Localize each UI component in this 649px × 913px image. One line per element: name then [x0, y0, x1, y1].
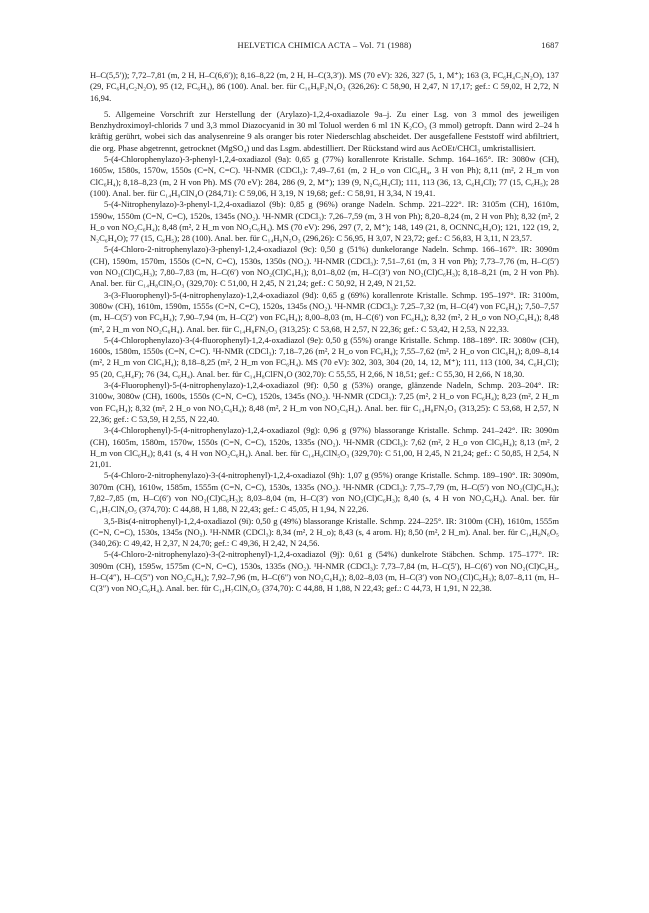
- paragraph-compound-9f: 3-(4-Fluorophenyl)-5-(4-nitrophenylazo)-1,2,4-oxadiazol (9f): 0,50 g (53%) orange, glänzende Nadeln, Schmp. 203–204°. IR: 3100w, 3080w (CH), 1600s, 1550s (C=N, C=C), 1520s, 1345s (NO₂). ¹H-NMR (CDCl₃): 7,25 (m², 2 H_o von FC₆H₄); 8,23 (m², 2 H_m von FC₆H₄); 8,32 (m², 2 H_o von NO₂C₆H₄); 8,48 (m², 2 H_m von NO₂C₆H₄). Anal. ber. für C₁₄H₈FN₅O₃ (313,25): C 53,68, H 2,57, N 22,36; gef.: C 53,59, H 2,55, N 22,40.: [90, 380, 559, 424]
- page-number: 1687: [541, 40, 559, 50]
- paragraph-compound-9b: 5-(4-Nitrophenylazo)-3-phenyl-1,2,4-oxadiazol (9b): 0,85 g (96%) orange Nadeln. Schmp. 221–222°. IR: 3105m (CH), 1610m, 1590w, 1550m (C=N, C=C), 1520s, 1345s (NO₂). ¹H-NMR (CDCl₃): 7,26–7,59 (m, 3 H von Ph); 8,20–8,24 (m, 2 H von Ph); 8,32 (m², 2 H_o von NO₂C₆H₄); 8,48 (m², 2 H_m von NO₂C₆H₄). MS (70 eV): 296, 297 (7, 2, M⁺); 148, 149 (21, 8, OCNNC₆H₄O); 121, 122 (19, 2, N₂C₆H₄O); 77 (15, C₆H₅); 28 (100). Anal. ber. für C₁₄H₉N₅O₃ (296,26): C 56,95, H 3,07, N 23,72; gef.: C 56,83, H 3,11, N 23,57.: [90, 199, 559, 244]
- paragraph-compound-9e: 5-(4-Chlorophenylazo)-3-(4-fluorophenyl)-1,2,4-oxadiazol (9e): 0,50 g (55%) orange Kristalle. Schmp. 188–189°. IR: 3080w (CH), 1600s, 1580m, 1550s (C=N, C=C). ¹H-NMR (CDCl₃): 7,18–7,26 (m², 2 H_o von FC₆H₄); 7,55–7,62 (m², 2 H_o von ClC₆H₄); 8,09–8,14 (m², 2 H_m von ClC₆H₄); 8,18–8,25 (m², 2 H_m von FC₆H₄). MS (70 eV): 302, 303, 304 (20, 14, 12, M⁺); 111, 113 (100, 34, C₆H₄Cl); 95 (20, C₆H₄F); 76 (34, C₆H₄). Anal. ber. für C₁₄H₈ClFN₄O (302,70): C 55,55, H 2,66, N 18,51; gef.: C 55,30, H 2,66, N 18,30.: [90, 334, 559, 379]
- paragraph-compound-9j: 5-(4-Chloro-2-nitrophenylazo)-3-(2-nitrophenyl)-1,2,4-oxadiazol (9j): 0,61 g (54%) dunkelrote Stäbchen. Schmp. 175–177°. IR: 3090m (CH), 1595w, 1575m (C=N, C=C), 1530s, 1335s (NO₂). ¹H-NMR (CDCl₃): 7,73–7,84 (m, H–C(5′), H–C(6′) von NO₂(Cl)C₆H₃, H–C(4″), H–C(5″) von NO₂C₆H₄); 7,92–7,96 (m, H–C(6″) von NO₂C₆H₄); 8,02–8,03 (m, H–C(3′) von NO₂(Cl)C₆H₃); 8,07–8,11 (m, H–C(3″) von NO₂C₆H₄). Anal. ber. für C₁₄H₇ClN₆O₅ (374,70): C 44,88, H 1,88, N 22,43; gef.: C 44,73, H 1,91, N 22,38.: [90, 549, 559, 594]
- body-text: [90, 70, 559, 595]
- running-header: [90, 40, 559, 56]
- paragraph-compound-9c: 5-(4-Chloro-2-nitrophenylazo)-3-phenyl-1,2,4-oxadiazol (9c): 0,50 g (51%) dunkelorange Nadeln. Schmp. 166–167°. IR: 3090m (CH), 1590m, 1570m, 1550s (C=N, C=C), 1530s, 1350s (NO₂). ¹H-NMR (CDCl₃): 7,51–7,61 (m, 3 H von Ph); 7,73–7,76 (m, H–C(5′) von NO₂(Cl)C₆H₃); 7,80–7,83 (m, H–C(6′) von NO₂(Cl)C₆H₃); 8,01–8,02 (m, H–C(3′) von NO₂(Cl)C₆H₃); 8,18–8,21 (m, 2 H von Ph). Anal. ber. für C₁₄H₈ClN₅O₃ (329,70): C 51,00, H 2,45, N 21,24; gef.: C 50,92, H 2,49, N 21,52.: [90, 244, 559, 289]
- paragraph-compound-9d: 3-(3-Fluorophenyl)-5-(4-nitrophenylazo)-1,2,4-oxadiazol (9d): 0,65 g (69%) korallenrote Kristalle. Schmp. 195–197°. IR: 3100m, 3080w (CH), 1610m, 1590m, 1555s (C=N, C=C), 1520s, 1345s (NO₂). ¹H-NMR (CDCl₃): 7,25–7,32 (m, H–C(4′) von FC₆H₄); 7,50–7,57 (m, H–C(5′) von FC₆H₄); 7,90–7,94 (m, H–C(2′) von FC₆H₄); 8,00–8,03 (m, H–C(6′) von FC₆H₄); 8,32 (m², 2 H_o von NO₂C₆H₄); 8,48 (m², 2 H_m von NO₂C₆H₄). Anal. ber. für C₁₄H₈FN₅O₃ (313,25): C 53,68, H 2,57, N 22,36; gef.: C 53,42, H 2,53, N 22,33.: [90, 289, 559, 334]
- paragraph-continued-text: H–C(5,5′)); 7,72–7,81 (m, 2 H, H–C(6,6′)); 8,16–8,22 (m, 2 H, H–C(3,3′)). MS (70 eV): 326, 327 (5, 1, M⁺); 163 (3, FC₆H₄C₂N₂O), 137 (29, FC₆H₄C₂N₂O), 95 (12, FC₆H₄), 86 (100). Anal. ber. für C₁₆H₈F₂N₄O₂ (326,26): C 58,90, H 2,47, N 17,17; gef.: C 59,02, H 2,72, N 16,94.: [90, 70, 559, 103]
- paragraph-section-5: 5. Allgemeine Vorschrift zur Herstellung der (Arylazo)-1,2,4-oxadiazole 9a–j. Zu einer Lsg. von 3 mmol des jeweiligen Benzhydroximoyl-chlorids 7 und 3,3 mmol Diazocyanid in 30 ml Toluol werden 6 ml 1N K₂CO₃ (3 mmol) getropft. Dann wird 2–24 h kräftig gerührt, wobei sich das analysenreine 9 als oranger bis roter Niederschlag abscheidet. Der ausgefallene Feststoff wird abfiltriert, die org. Phase abgetrennt, getrocknet (MgSO₄) und das Lsgm. abdestilliert. Der Rückstand wird aus AcOEt/CHCl₃ umkristallisiert.: [90, 108, 559, 153]
- paragraph-compound-9a: 5-(4-Chlorophenylazo)-3-phenyl-1,2,4-oxadiazol (9a): 0,65 g (77%) korallenrote Kristalle. Schmp. 164–165°. IR: 3080w (CH), 1605w, 1580s, 1570w, 1550s (C=N, C=C). ¹H-NMR (CDCl₃): 7,49–7,61 (m, 2 H_o von ClC₆H₄, 3 H von Ph); 8,11 (m², 2 H_m von ClC₆H₄); 8,18–8,23 (m, 2 H von Ph). MS (70 eV): 284, 286 (9, 2, M⁺); 139 (9, N₂C₆H₄Cl); 111, 113 (36, 13, C₆H₄Cl); 77 (15, C₆H₅); 28 (100). Anal. ber. für C₁₄H₉ClN₄O (284,71): C 59,06, H 3,19, N 19,68; gef.: C 58,91, H 3,34, N 19,41.: [90, 154, 559, 198]
- paragraph-compound-9i: 3,5-Bis(4-nitrophenyl)-1,2,4-oxadiazol (9i): 0,50 g (49%) blassorange Kristalle. Schmp. 224–225°. IR: 3100m (CH), 1610m, 1555m (C=N, C=C), 1530s, 1345s (NO₂). ¹H-NMR (CDCl₃): 8,34 (m², 2 H_o); 8,43 (s, 4 arom. H); 8,50 (m², 2 H_m). Anal. ber. für C₁₄H₈N₆O₅ (340,26): C 49,42, H 2,37, N 24,70; gef.: C 49,36, H 2,42, N 24,56.: [90, 515, 559, 549]
- paragraph-compound-9h: 5-(4-Chloro-2-nitrophenylazo)-3-(4-nitrophenyl)-1,2,4-oxadiazol (9h): 1,07 g (95%) orange Kristalle. Schmp. 189–190°. IR: 3090m, 3070m (CH), 1610w, 1585m, 1555m (C=N, C=C), 1530s, 1335s (NO₂). ¹H-NMR (CDCl₃): 7,75–7,79 (m, H–C(5′) von NO₂(Cl)C₆H₃); 7,82–7,85 (m, H–C(6′) von NO₂(Cl)C₆H₃); 8,03–8,04 (m, H–C(3′) von NO₂(Cl)C₆H₃); 8,40 (s, 4 H von NO₂C₆H₄). Anal. ber. für C₁₄H₇ClN₆O₅ (374,70): C 44,88, H 1,88, N 22,43; gef.: C 45,05, H 1,94, N 22,26.: [90, 470, 559, 515]
- paragraph-compound-9g: 3-(4-Chlorophenyl)-5-(4-nitrophenylazo)-1,2,4-oxadiazol (9g): 0,96 g (97%) blassorange Kristalle. Schmp. 241–242°. IR: 3090m (CH), 1605m, 1580m, 1570w, 1550s (C=N, C=C), 1520s, 1335s (NO₂). ¹H-NMR (CDCl₃): 7,62 (m², 2 H_o von ClC₆H₄); 8,13 (m², 2 H_m von ClC₆H₄); 8,41 (s, 4 H von NO₂C₆H₄). Anal. ber. für C₁₄H₈ClN₅O₃ (329,70): C 51,00, H 2,45, N 21,24; gef.: C 50,85, H 2,54, N 21,01.: [90, 425, 559, 470]
- journal-title: HELVETICA CHIMICA ACTA – Vol. 71 (1988): [237, 40, 412, 50]
